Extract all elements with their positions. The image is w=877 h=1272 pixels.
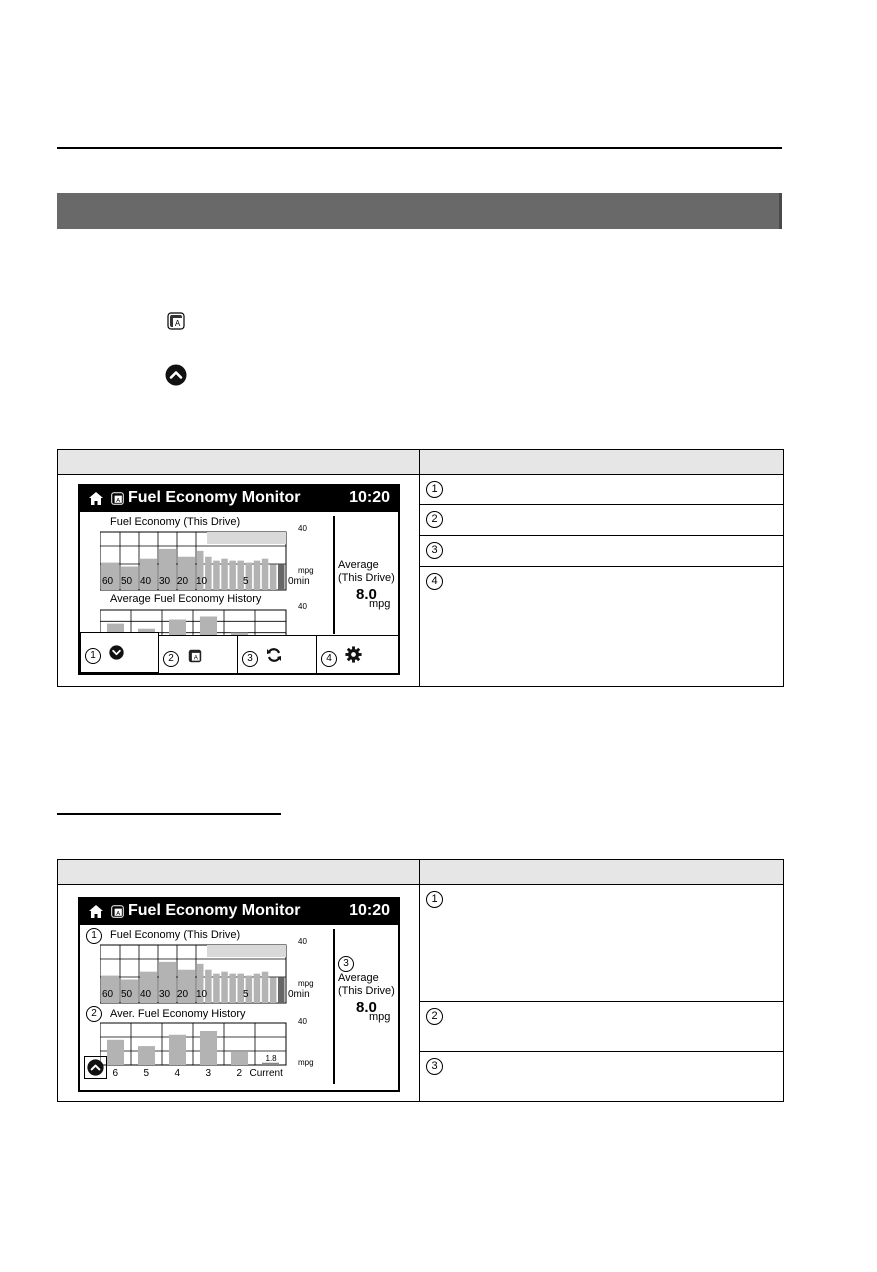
current-value-label: 1.8 xyxy=(265,1054,277,1063)
chart-bar xyxy=(169,1035,186,1065)
table-1-header-left xyxy=(58,450,420,475)
home-icon[interactable] xyxy=(88,904,104,919)
chart-bar xyxy=(200,1031,217,1065)
chart-bar xyxy=(278,978,285,1003)
chart1-tick-label: 0min xyxy=(288,576,310,587)
fuel-history-chart xyxy=(100,1021,325,1083)
avg-sublabel: (This Drive) xyxy=(338,572,395,584)
table-2-header-right xyxy=(420,860,784,885)
marker-3: 3 xyxy=(338,956,354,972)
table-1-row-2 xyxy=(420,505,784,536)
chart1-unit: mpg xyxy=(298,566,314,575)
table-1-screen-cell xyxy=(58,475,420,687)
svg-text:A: A xyxy=(116,910,121,917)
chart1-unit: mpg xyxy=(298,979,314,988)
chart-bar xyxy=(229,974,236,1003)
row-number: 2 xyxy=(426,511,443,528)
avg-value: 8.0 xyxy=(356,586,377,603)
screen-title-bar xyxy=(80,899,398,925)
svg-text:A: A xyxy=(174,319,181,328)
gear-icon xyxy=(345,646,362,663)
table-2-row-2 xyxy=(420,1002,784,1052)
chart-bar xyxy=(278,565,285,590)
chart-bar xyxy=(270,565,277,590)
chart1-tick-label: 0min xyxy=(288,989,310,1000)
softkey-3-number: 3 xyxy=(242,651,258,667)
fuel-economy-chart xyxy=(100,941,325,1013)
app-a-icon xyxy=(111,492,124,505)
chart-top-band xyxy=(207,532,286,544)
refresh-icon xyxy=(266,647,282,663)
chart-bar xyxy=(200,616,217,636)
softkey-2[interactable] xyxy=(159,635,238,673)
table-2-header-left xyxy=(58,860,420,885)
row-number: 1 xyxy=(426,891,443,908)
chart2-label: Aver. Fuel Economy History xyxy=(110,1008,246,1020)
chart1-label: Fuel Economy (This Drive) xyxy=(110,929,241,941)
chart1-label: Fuel Economy (This Drive) xyxy=(110,516,241,528)
table-1-row-3 xyxy=(420,536,784,567)
chart-bar xyxy=(107,1040,124,1065)
chart1-tick-label: 5 xyxy=(243,989,249,1000)
screen-divider xyxy=(333,516,335,634)
screen-title: Fuel Economy Monitor xyxy=(128,489,301,506)
chart2-unit: mpg xyxy=(298,1058,314,1067)
table-1 xyxy=(57,449,784,687)
clock: 10:20 xyxy=(349,902,390,919)
chevron-up-icon xyxy=(87,1059,104,1076)
softkey-1-number: 1 xyxy=(85,648,101,664)
chart2-tick-label: 5 xyxy=(143,1068,150,1079)
chart-bar xyxy=(254,561,261,590)
chart2-tick-label: 6 xyxy=(112,1068,119,1079)
avg-label: Average xyxy=(338,972,379,984)
chart-bar xyxy=(229,561,236,590)
chart-bar xyxy=(262,972,269,1003)
scroll-up-button[interactable] xyxy=(84,1056,107,1079)
chart-bar xyxy=(221,972,228,1003)
softkey-2-number: 2 xyxy=(163,651,179,667)
chart-top-band xyxy=(207,945,286,957)
table-1-header-right xyxy=(420,450,784,475)
subheading-underline xyxy=(57,813,281,815)
fuel-economy-chart xyxy=(100,528,325,600)
chevron-down-icon xyxy=(109,645,124,660)
softkey-bar xyxy=(80,635,398,673)
table-2-screen-cell xyxy=(58,885,420,1102)
chart-bar xyxy=(169,620,186,636)
row-number: 1 xyxy=(426,481,443,498)
display-screen-2 xyxy=(78,897,400,1092)
table-2-row-3 xyxy=(420,1052,784,1102)
chart1-tick-label: 40 xyxy=(140,989,152,1000)
table-2-row-1 xyxy=(420,885,784,1002)
chart1-tick-label: 50 xyxy=(121,576,133,587)
chart2-tick-label: 2 xyxy=(236,1068,243,1079)
chart-bar xyxy=(138,1046,155,1065)
chart-bar xyxy=(270,978,277,1003)
chart1-tick-label: 10 xyxy=(196,989,208,1000)
screen-title: Fuel Economy Monitor xyxy=(128,902,301,919)
chart-bar xyxy=(213,974,220,1003)
chart1-tick-label: 30 xyxy=(159,576,171,587)
chart1-tick-label: 40 xyxy=(140,576,152,587)
screen-divider xyxy=(333,929,335,1084)
chart1-tick-label: 20 xyxy=(177,576,189,587)
chart-bar xyxy=(262,1063,279,1065)
row-number: 4 xyxy=(426,573,443,590)
app-a-icon xyxy=(111,905,124,918)
chart-bar xyxy=(231,1051,248,1065)
chart-bar xyxy=(262,559,269,590)
chart1-tick-label: 20 xyxy=(177,989,189,1000)
chart-bar xyxy=(213,561,220,590)
display-screen-1 xyxy=(78,484,400,675)
chart1-tick-label: 30 xyxy=(159,989,171,1000)
chevron-up-icon xyxy=(165,364,187,386)
chart1-tick-label: 10 xyxy=(196,576,208,587)
chart1-tick-label: 60 xyxy=(102,989,114,1000)
row-number: 2 xyxy=(426,1008,443,1025)
table-2 xyxy=(57,859,784,1102)
chart2-ymax: 40 xyxy=(298,1017,307,1026)
chart2-tick-label: 4 xyxy=(174,1068,181,1079)
chart2-tick-label: Current xyxy=(249,1068,283,1079)
app-a-icon xyxy=(188,649,202,663)
table-1-row-4 xyxy=(420,567,784,687)
softkey-3[interactable] xyxy=(238,635,317,673)
avg-sublabel: (This Drive) xyxy=(338,985,395,997)
softkey-1[interactable] xyxy=(80,632,159,673)
top-rule xyxy=(57,147,782,149)
chart1-tick-label: 50 xyxy=(121,989,133,1000)
chart2-ymax: 40 xyxy=(298,602,307,611)
home-icon[interactable] xyxy=(88,491,104,506)
app-a-icon xyxy=(167,312,185,330)
chart1-ymax: 40 xyxy=(298,937,307,946)
screen-title-bar xyxy=(80,486,398,512)
marker-2: 2 xyxy=(86,1006,102,1022)
section-header-bar xyxy=(57,193,782,229)
row-number: 3 xyxy=(426,1058,443,1075)
avg-unit: mpg xyxy=(369,1011,391,1023)
avg-unit: mpg xyxy=(369,598,391,610)
avg-label: Average xyxy=(338,559,379,571)
row-number: 3 xyxy=(426,542,443,559)
chart1-tick-label: 60 xyxy=(102,576,114,587)
softkey-4[interactable] xyxy=(317,635,398,673)
chart-bar xyxy=(254,974,261,1003)
svg-text:A: A xyxy=(116,497,121,504)
clock: 10:20 xyxy=(349,489,390,506)
chart2-tick-label: 3 xyxy=(205,1068,212,1079)
table-1-row-1 xyxy=(420,475,784,505)
svg-text:A: A xyxy=(193,654,198,662)
chart1-tick-label: 5 xyxy=(243,576,249,587)
avg-value: 8.0 xyxy=(356,999,377,1016)
chart-bar xyxy=(221,559,228,590)
chart2-label: Average Fuel Economy History xyxy=(110,593,262,605)
softkey-4-number: 4 xyxy=(321,651,337,667)
marker-1: 1 xyxy=(86,928,102,944)
chart1-ymax: 40 xyxy=(298,524,307,533)
